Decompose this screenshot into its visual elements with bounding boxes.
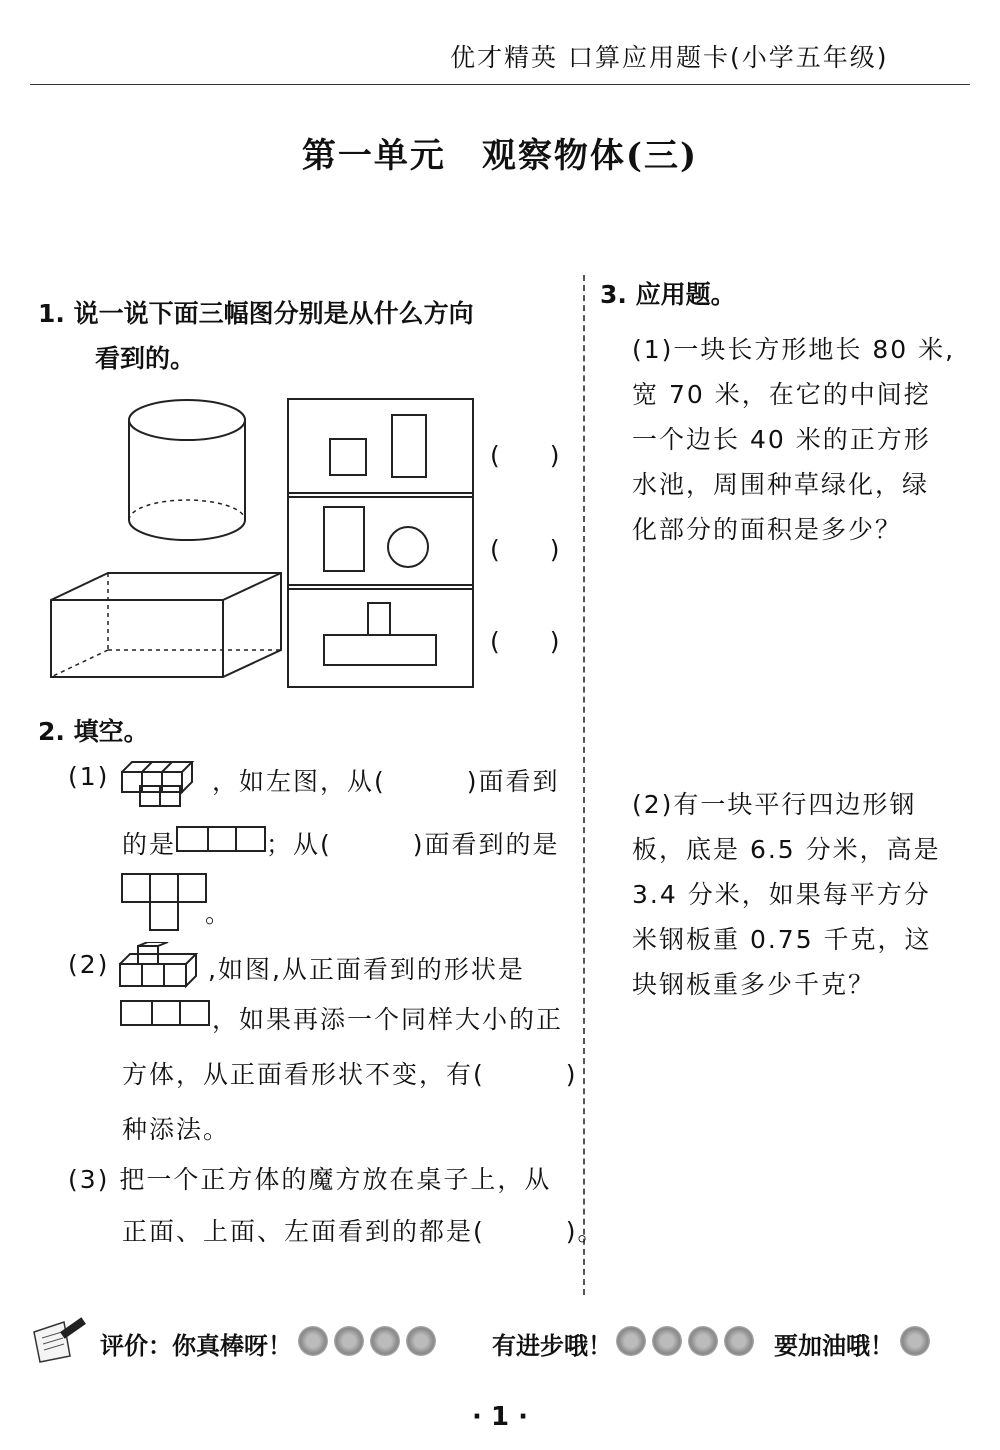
view-panels-figure [286, 397, 476, 692]
stamp-icon[interactable] [334, 1326, 364, 1356]
q1-blank-3[interactable]: ( ) [490, 627, 560, 656]
stamp-icon[interactable] [406, 1326, 436, 1356]
evaluation-row [30, 1322, 980, 1362]
q2-p2-text2: ，如果再添一个同样大小的正 [212, 1005, 564, 1034]
q3-p2-line1: (2)有一块平行四边形钢 [632, 790, 917, 819]
q3-p1-line1: (1)一块长方形地长 80 米, [632, 335, 956, 364]
q2-p2-text: ,如图,从正面看到的形状是 [208, 955, 525, 984]
stamp-icon[interactable] [724, 1326, 754, 1356]
evaluation-mid: 有进步哦！ [492, 1332, 612, 1360]
q3-p2-line4: 米钢板重 0.75 千克，这 [632, 925, 932, 954]
stamp-group-2 [616, 1326, 760, 1356]
three-squares-view-2 [120, 1000, 210, 1026]
q3-p1-line5: 化部分的面积是多少？ [632, 515, 903, 544]
q1-blank-1[interactable]: ( ) [490, 441, 560, 470]
stamp-icon[interactable] [298, 1326, 328, 1356]
stamp-icon[interactable] [688, 1326, 718, 1356]
q1-blank-2[interactable]: ( ) [490, 535, 560, 564]
stamp-icon[interactable] [616, 1326, 646, 1356]
q2-p1-text3: ；从( )面看到的是 [266, 830, 560, 859]
cube-stack-figure-1 [120, 760, 212, 810]
column-divider [583, 275, 585, 1295]
stamp-icon[interactable] [652, 1326, 682, 1356]
q3-p2-line2: 板，底是 6.5 分米，高是 [632, 835, 941, 864]
cube-stack-figure-2 [118, 942, 210, 992]
q2-p2-text3: 方体，从正面看形状不变，有( ) [122, 1060, 578, 1089]
header-rule [30, 84, 970, 85]
cuboid-figure [48, 570, 288, 690]
q2-p2-text4: 种添法。 [122, 1115, 231, 1144]
q2-p2-number: (2) [68, 950, 110, 979]
evaluation-right: 要加油哦！ [774, 1332, 894, 1360]
q3-p1-line3: 一个边长 40 米的正方形 [632, 425, 931, 454]
stamp-icon[interactable] [900, 1326, 930, 1356]
pen-paper-icon [30, 1316, 90, 1364]
q2-heading: 2. 填空。 [38, 717, 149, 746]
q3-p2-line5: 块钢板重多少千克？ [632, 970, 876, 999]
stamp-group-1 [298, 1326, 442, 1356]
page-number: · 1 · [472, 1402, 528, 1432]
q2-p1-text: ，如左图，从( )面看到 [212, 767, 560, 796]
cylinder-figure [125, 398, 265, 548]
three-squares-view-1 [176, 826, 266, 852]
header-title: 优才精英 口算应用题卡(小学五年级) [450, 43, 889, 72]
q2-p3-line1: (3) 把一个正方体的魔方放在桌子上，从 [68, 1165, 552, 1194]
q3-p1-line2: 宽 70 米，在它的中间挖 [632, 380, 931, 409]
q3-p1-line4: 水池，周围种草绿化，绿 [632, 470, 930, 499]
t-shape-view [120, 872, 210, 934]
q2-p1-end: 。 [205, 899, 233, 928]
q1-line1: 1. 说一说下面三幅图分别是从什么方向 [38, 299, 474, 328]
q3-p2-line3: 3.4 分米，如果每平方分 [632, 880, 931, 909]
q3-heading: 3. 应用题。 [600, 280, 736, 309]
q2-p3-line2: 正面、上面、左面看到的都是( )。 [122, 1217, 605, 1246]
evaluation-label: 评价：你真棒呀！ [100, 1332, 292, 1360]
stamp-group-3 [900, 1326, 936, 1356]
stamp-icon[interactable] [370, 1326, 400, 1356]
q2-p1-text2: 的是 [122, 830, 177, 859]
q2-p1-number: (1) [68, 762, 110, 791]
q1-line2: 看到的。 [95, 344, 196, 373]
page-title: 第一单元 观察物体(三) [301, 136, 699, 176]
